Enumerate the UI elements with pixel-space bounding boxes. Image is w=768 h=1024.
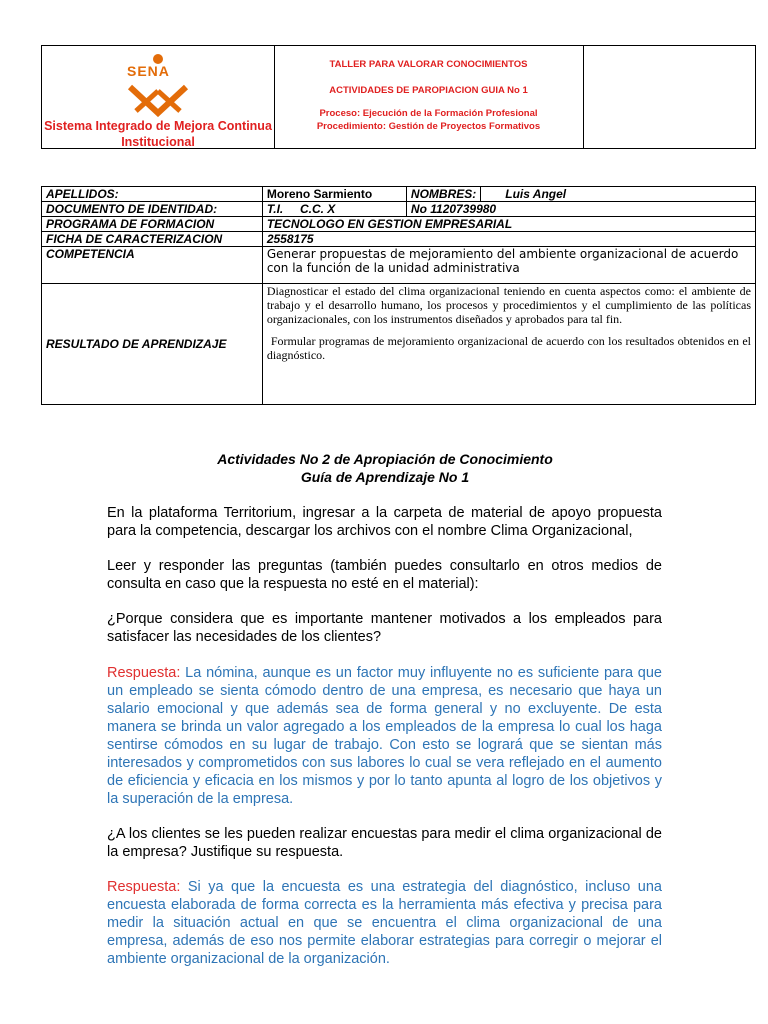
info-table [41,186,756,405]
answer-2-text: Si ya que la encuesta es una estrategia del diagnóstico, incluso una encuesta elaborada de forma correcta es la herramienta más efectiva y precisa para medir la situación actual en que se encuentra el clima organizacional de una empresa, además de eso nos permite elaborar estrategias para corregir o mejorar el ambiente organizacional de la organización. [107,879,662,967]
apellidos-value: Moreno Sarmiento [262,187,406,202]
resultado-paragraph-1: Diagnosticar el estado del clima organizacional teniendo en cuenta aspectos como: el ambiente de trabajo y el desarrollo humano, los procesos y procedimientos y el cumplimiento de las políticas organizacionales, con los instrumentos diseñados y aprobados para tal fin. [266,284,751,326]
programa-value: TECNOLOGO EN GESTION EMPRESARIAL [262,217,755,232]
ficha-value: 2558175 [262,232,755,247]
resultado-paragraph-2: Formular programas de mejoramiento organizacional de acuerdo con los resultados obtenidos en el diagnóstico. [266,334,751,362]
nombres-label: NOMBRES: [406,187,480,202]
question-2: ¿A los clientes se les pueden realizar encuestas para medir el clima organizacional de la empresa? Justifique su respuesta. [107,826,662,860]
header-line-3: Proceso: Ejecución de la Formación Profesional [319,108,538,119]
apellidos-label: APELLIDOS: [42,187,263,202]
header-line-1: TALLER PARA VALORAR CONOCIMIENTOS [329,59,528,70]
header-line-2: ACTIVIDADES DE PAROPIACION GUIA No 1 [329,85,528,96]
activity-title: Actividades No 2 de Apropiación de Conocimiento [217,451,553,467]
documento-label: DOCUMENTO DE IDENTIDAD: [42,202,263,217]
answer-1-text: La nómina, aunque es un factor muy influyente no es suficiente para que un empleado se sienta cómodo dentro de una empresa, es necesario que haya un salario emocional y que además sea de forma general y no excluyente. De esta manera se brinda un valor agregado a los empleados de la empresa lo cual los haga sentirse cómodos en su lugar de trabajo. Con esto se logrará que se sientan más interesados y comprometidos con sus labores lo cual se vera reflejado en el aumento de eficiencia y eficacia en los mismos y por lo tanto apunta al logro de los objetivos y la superación de la empresa. [107,665,663,807]
table-row [42,217,756,232]
header-divider [583,46,584,148]
programa-label: PROGRAMA DE FORMACION [42,217,263,232]
question-1: ¿Porque considera que es importante mantener motivados a los empleados para satisfacer las necesidades de los clientes? [107,611,662,645]
answer-2 [107,878,662,968]
instructions-paragraph: Leer y responder las preguntas (también puedes consultarlo en otros medios de consulta en caso que la respuesta no esté en el material): [107,558,662,592]
ficha-label: FICHA DE CARACTERIZACION [42,232,263,247]
system-title: Sistema Integrado de Mejora Continua Institucional [44,119,272,149]
header-line-4: Procedimiento: Gestión de Proyectos Formativos [316,121,541,132]
documento-type: T.I. C.C. X [262,202,406,217]
table-row [42,187,756,202]
intro-paragraph: En la plataforma Territorium, ingresar a la carpeta de material de apoyo propuesta para la competencia, descargar los archivos con el nombre Clima Organizacional, [107,505,662,539]
resultado-label: RESULTADO DE APRENDIZAJE [42,284,263,405]
competencia-label: COMPETENCIA [42,247,263,284]
documento-number: No 1120739980 [406,202,755,217]
document-header [41,45,756,149]
logo-text: SENA [127,63,170,79]
table-row [42,232,756,247]
answer-1 [107,664,662,808]
resultado-value [262,284,755,405]
answer-label: Respuesta: [107,879,181,895]
table-row [42,202,756,217]
table-row [42,247,756,284]
guide-title: Guía de Aprendizaje No 1 [300,469,470,485]
competencia-value: Generar propuestas de mejoramiento del ambiente organizacional de acuerdo con la función de la unidad administrativa [262,247,755,284]
table-row [42,284,756,405]
nombres-value: Luis Angel [481,187,756,202]
answer-label: Respuesta: [107,665,181,681]
